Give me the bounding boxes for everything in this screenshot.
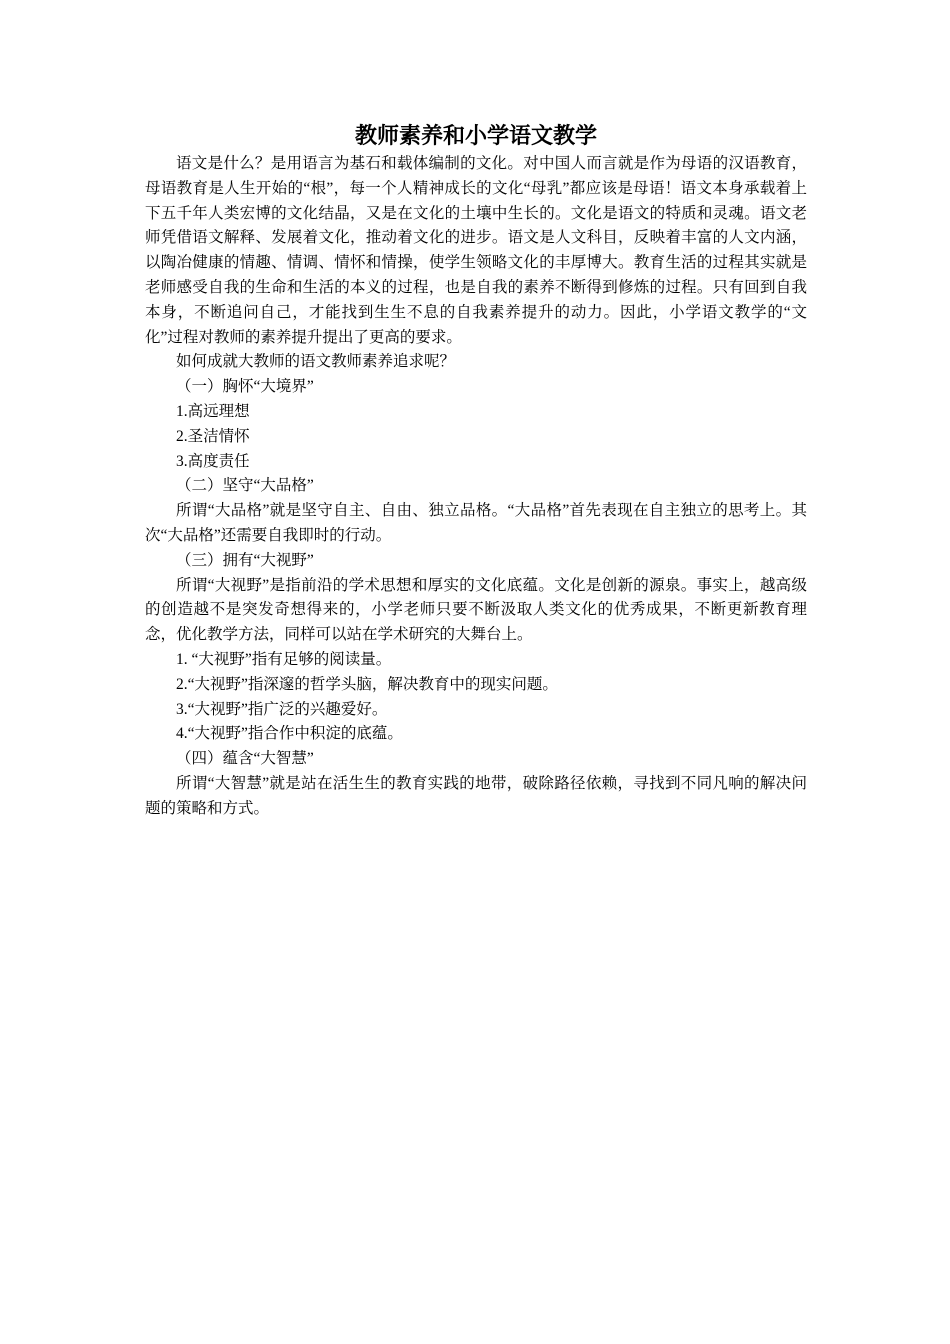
- section-1-heading: （一）胸怀“大境界”: [176, 378, 314, 396]
- section-3-item: 1. “大视野”指有足够的阅读量。: [176, 650, 392, 668]
- intro-paragraph: 语文是什么？是用语言为基石和载体编制的文化。对中国人而言就是作为母语的汉语教育，母语教育是人生开始的“根”，每一个人精神成长的文化“母乳”都应该是母语！语文本身承载着上下五千年人类宏博的文化结晶，又是在文化的土壤中生长的。文化是语文的特质和灵魂。语文老师凭借语文解释、发展着文化，推动着文化的进步。语文是人文科目，反映着丰富的人文内涵，以陶冶健康的情趣、情调、情怀和情操，使学生领略文化的丰厚博大。教育生活的过程其实就是老师感受自我的生命和生活的本义的过程，也是自我的素养不断得到修炼的过程。只有回到自我本身，不断追问自己，才能找到生生不息的自我素养提升的动力。因此，小学语文教学的“文化”过程对教师的素养提升提出了更高的要求。: [145, 155, 807, 346]
- section-3-paragraph: 所谓“大视野”是指前沿的学术思想和厚实的文化底蕴。文化是创新的源泉。事实上，越高级的创造越不是突发奇想得来的，小学老师只要不断汲取人类文化的优秀成果，不断更新教育理念，优化教学方法，同样可以站在学术研究的大舞台上。: [145, 576, 807, 644]
- document-page: [145, 120, 807, 822]
- document-title: 教师素养和小学语文教学: [354, 123, 597, 148]
- section-3-heading: （三）拥有“大视野”: [176, 551, 314, 569]
- section-3-item: 2.“大视野”指深邃的哲学头脑，解决教育中的现实问题。: [176, 675, 558, 693]
- section-4-heading: （四）蕴含“大智慧”: [176, 750, 314, 768]
- section-1-item: 2.圣洁情怀: [176, 427, 250, 445]
- section-2-paragraph: 所谓“大品格”就是坚守自主、自由、独立品格。“大品格”首先表现在自主独立的思考上。其次“大品格”还需要自我即时的行动。: [145, 502, 807, 544]
- section-2-heading: （二）坚守“大品格”: [176, 477, 314, 495]
- section-3-item: 4.“大视野”指合作中积淀的底蕴。: [176, 725, 403, 743]
- section-4-paragraph: 所谓“大智慧”就是站在活生生的教育实践的地带，破除路径依赖，寻找到不同凡响的解决问题的策略和方式。: [145, 774, 807, 817]
- section-3-item: 3.“大视野”指广泛的兴趣爱好。: [176, 700, 388, 718]
- section-1-item: 1.高远理想: [176, 402, 250, 420]
- section-1-item: 3.高度责任: [176, 452, 250, 470]
- question-paragraph: 如何成就大教师的语文教师素养追求呢？: [176, 353, 456, 371]
